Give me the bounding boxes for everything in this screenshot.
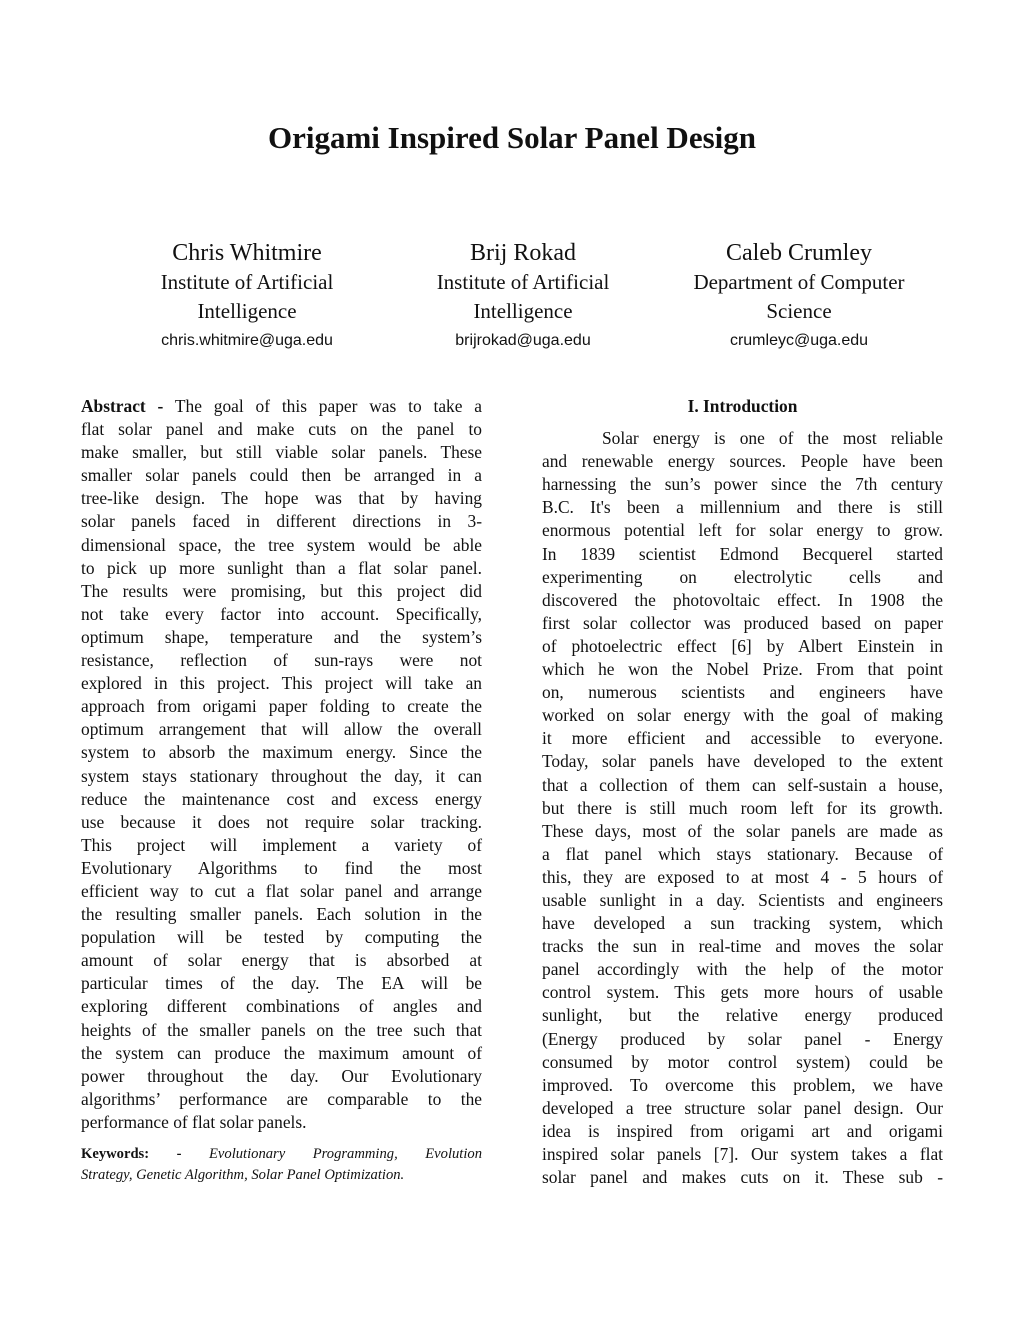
text-line: The results were promising, but this project did: [81, 580, 482, 601]
text-line: this, they are exposed to at most 4 - 5 hours of: [542, 866, 943, 887]
text-line: resistance, reflection of sun-rays were not: [81, 650, 482, 671]
author-name: Caleb Crumley: [726, 240, 872, 266]
text-line: Today, solar panels have developed to the extent: [542, 751, 943, 772]
section-heading: I. Introduction: [687, 396, 798, 416]
author-affiliation: Institute of Artificial: [160, 270, 334, 294]
text-line: exploring different combinations of angles and: [81, 996, 482, 1017]
author-name: Chris Whitmire: [172, 240, 322, 266]
text-line: smaller solar panels could then be arranged in a: [81, 465, 482, 486]
text-line: usable sunlight in a day. Scientists and engineers: [542, 889, 943, 910]
keywords-label: Keywords: -: [81, 1146, 182, 1162]
text-line: that a collection of them can self-sustain a house,: [542, 774, 943, 795]
abstract-label: Abstract -: [81, 396, 164, 416]
text-line: developed a tree structure solar panel design. Our: [542, 1097, 943, 1118]
author-block: [373, 238, 673, 354]
abstract-text: The goal of this paper was to take a: [174, 396, 482, 416]
text-line: first solar collector was produced based on paper: [542, 612, 943, 633]
text-line: the resulting smaller panels. Each solution in the: [81, 904, 482, 925]
text-line: panel accordingly with the help of the motor: [542, 959, 943, 980]
text-line: which he won the Nobel Prize. From that point: [542, 659, 943, 680]
text-line: the system can produce the maximum amount of: [81, 1042, 482, 1063]
text-line: tracks the sun in real-time and moves the solar: [542, 936, 943, 957]
text-line: optimum arrangement that will allow the overall: [81, 719, 482, 740]
text-line: make smaller, but still viable solar panels. These: [81, 442, 482, 463]
author-affiliation: Intelligence: [197, 299, 297, 323]
text-line: These days, most of the solar panels are made as: [542, 820, 943, 841]
abstract-column: [81, 395, 482, 1186]
text-line: (Energy produced by solar panel - Energy: [542, 1028, 943, 1049]
text-line: B.C. It's been a millennium and there is still: [542, 497, 943, 518]
text-line: heights of the smaller panels on the tree such that: [81, 1019, 482, 1040]
text-line: and renewable energy sources. People have been: [542, 451, 943, 472]
text-line: on, numerous scientists and engineers have: [542, 682, 943, 703]
text-line: efficient way to cut a flat solar panel and arrange: [81, 880, 482, 901]
author-affiliation: Science: [766, 299, 832, 323]
paper-title: Origami Inspired Solar Panel Design: [267, 120, 756, 155]
text-line: idea is inspired from origami art and origami: [542, 1120, 943, 1141]
keywords-text: Strategy, Genetic Algorithm, Solar Panel Optimization.: [81, 1167, 405, 1183]
text-line: harnessing the sun’s power since the 7th century: [542, 474, 943, 495]
text-line: experimenting on electrolytic cells and: [542, 566, 943, 587]
text-line: a flat panel which stays stationary. Because of: [542, 843, 943, 864]
text-line: it more efficient and accessible to everyone.: [542, 728, 943, 749]
introduction-body: [542, 427, 943, 1189]
text-line: optimum shape, temperature and the system’s: [81, 626, 482, 647]
keywords: [81, 1144, 482, 1186]
text-line: population will be tested by computing the: [81, 927, 482, 948]
text-line: solar panel and makes cuts on it. These sub -: [542, 1167, 943, 1188]
text-line: This project will implement a variety of: [81, 834, 482, 855]
text-line: control system. This gets more hours of usable: [542, 982, 943, 1003]
text-line: reduce the maintenance cost and excess energy: [81, 788, 482, 809]
text-line: of photoelectric effect [6] by Albert Einstein in: [542, 635, 943, 656]
text-line: enormous potential left for solar energy to grow.: [542, 520, 943, 541]
text-line: power throughout the day. Our Evolutionary: [81, 1065, 482, 1086]
text-line: approach from origami paper folding to create the: [81, 696, 482, 717]
author-affiliation: Institute of Artificial: [436, 270, 610, 294]
abstract-body: [81, 418, 482, 1134]
abstract-first-line: [81, 395, 482, 418]
author-block: [97, 238, 397, 354]
keywords-text: Evolutionary Programming, Evolution: [209, 1146, 482, 1162]
author-email: brijrokad@uga.edu: [455, 332, 591, 349]
text-line: consumed by motor control system) could be: [542, 1051, 943, 1072]
text-line: explored in this project. This project will take an: [81, 673, 482, 694]
text-line: performance of flat solar panels.: [81, 1111, 307, 1132]
author-affiliation: Intelligence: [473, 299, 573, 323]
author-email: chris.whitmire@uga.edu: [161, 332, 333, 349]
author-email: crumleyc@uga.edu: [729, 332, 869, 349]
text-line: system stays stationary throughout the day, it can: [81, 765, 482, 786]
text-line: particular times of the day. The EA will be: [81, 973, 482, 994]
text-line: use because it does not require solar tracking.: [81, 811, 482, 832]
text-line: In 1839 scientist Edmond Becquerel started: [542, 543, 943, 564]
text-line: system to absorb the maximum energy. Since the: [81, 742, 482, 763]
text-line: worked on solar energy with the goal of making: [542, 705, 943, 726]
text-line: solar panels faced in different directions in 3-: [81, 511, 482, 532]
text-line: have developed a sun tracking system, which: [542, 913, 943, 934]
text-line: tree-like design. The hope was that by having: [81, 488, 482, 509]
text-line: to pick up more sunlight than a flat solar panel.: [81, 557, 482, 578]
text-line: improved. To overcome this problem, we have: [542, 1074, 943, 1095]
text-line: amount of solar energy that is absorbed at: [81, 950, 482, 971]
text-line: sunlight, but the relative energy produced: [542, 1005, 943, 1026]
author-name: Brij Rokad: [470, 240, 576, 266]
text-line: algorithms’ performance are comparable to the: [81, 1088, 482, 1109]
author-affiliation: Department of Computer: [693, 270, 905, 294]
text-line: flat solar panel and make cuts on the panel to: [81, 419, 482, 440]
text-line: but there is still much room left for its growth.: [542, 797, 943, 818]
introduction-column: [542, 395, 943, 1189]
text-line: dimensional space, the tree system would be able: [81, 534, 482, 555]
text-line: Evolutionary Algorithms to find the most: [81, 857, 482, 878]
text-line: Solar energy is one of the most reliable: [602, 428, 943, 449]
text-line: not take every factor into account. Specifically,: [81, 603, 482, 624]
text-line: inspired solar panels [7]. Our system takes a flat: [542, 1144, 943, 1164]
text-line: discovered the photovoltaic effect. In 1908 the: [542, 589, 943, 610]
author-block: [649, 238, 949, 354]
